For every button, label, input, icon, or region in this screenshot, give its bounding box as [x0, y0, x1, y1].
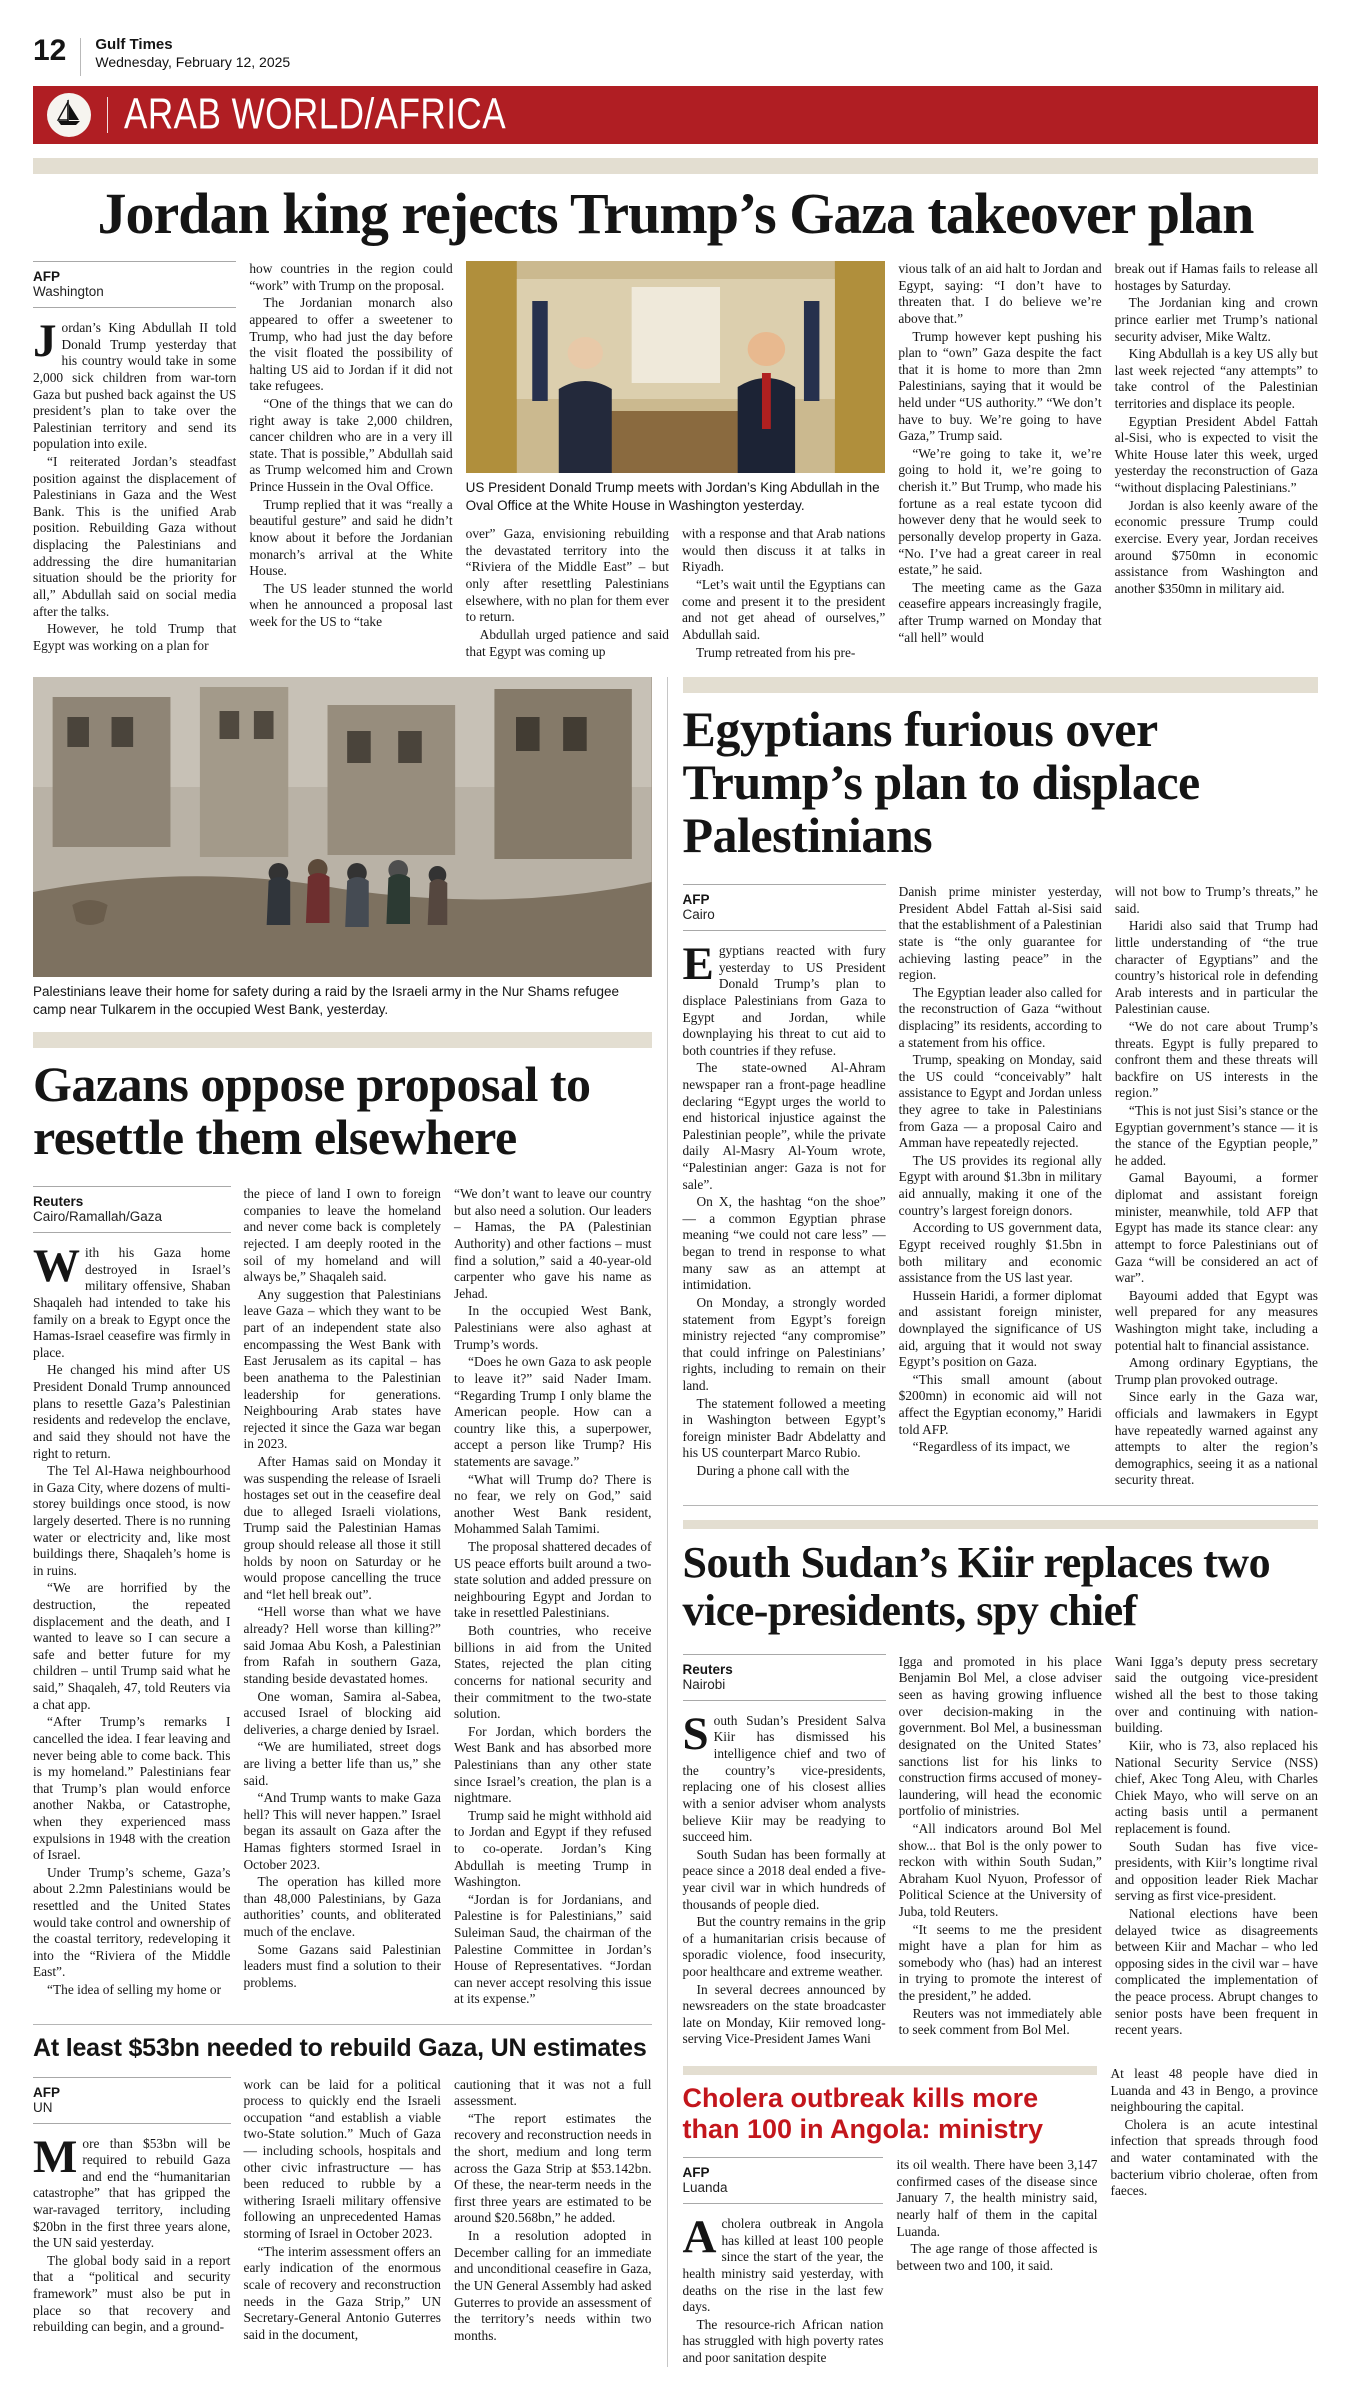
rebuild-article [33, 2077, 652, 2345]
jordan-text-col6: break out if Hamas fails to release all hostages by Saturday. The Jordanian king and crown prince earlier met Trump’s national security adviser, Mike Waltz. King Abdullah is a key US ally but last week rejected “any attempts” to take control of the Palestinian territories and displace its people. Egyptian President Abdel Fattah al-Sisi, who is expected to visit the White House later this week, urged yesterday the reconstruction of Gaza “without displacing Palestinians.” Jordan is also keenly aware of the economic pressure Trump could exercise. Every year, Jordan receives around $750mn in economic assistance from Washington and another $350mn in military aid. [1114, 261, 1318, 596]
banner-divider [107, 97, 108, 133]
egyptians-headline: Egyptians furious over Trump’s plan to displace Palestinians [682, 701, 1200, 864]
masthead-text [95, 36, 290, 72]
south-sudan-article [683, 1654, 1318, 2048]
section-title: ARAB WORLD/AFRICA [124, 90, 507, 139]
byline-agency: AFP [682, 892, 710, 908]
paper-name: Gulf Times [95, 36, 173, 53]
south-sudan-text-col3: Wani Igga’s deputy press secretary said the outgoing vice-president wished all the best to those taking over and continuing with nation-building. Kiir, who is 73, also replaced his National Security Service (NSS) chief, Akec Tong Aleu, with Charles Chiek Mayo, who will serve on an acting basis until a permanent replacement is found. South Sudan has five vice-presidents, with Kiir’s longtime rival and opposition leader Riek Machar serving as first vice-president. National elections have been delayed twice as disagreements between Kiir and Machar – who led opposing sides in the civil war – have complicated the implementation of the peace process. Abrupt changes to senior posts have been frequent in recent years. [1114, 1653, 1318, 2038]
byline-location: Luanda [682, 2180, 728, 2196]
egyptians-text-col3: will not bow to Trump’s threats,” he said. Haridi also said that Trump had little understanding of “the true character of Egyptians” and the country’s historical role in defending Arab interests and in particular the Palestinian cause. “We do not care about Trump’s threats. Egypt is fully prepared to confront them and these threats will backfire on US interests in the region.” “This is not just Sisi’s stance or the Egyptian government’s stance — it is the stance of the Egyptian people,” he added. Gamal Bayoumi, a former diplomat and assistant foreign minister, meanwhile, told AFP that Egypt has made its stance clear: any attempt to force Palestinians out of Gaza “will be considered an act of war”. Bayoumi added that Egypt was well prepared for any measures Washington might take, including a potential halt to financial assistance. Among ordinary Egyptians, the Trump plan provoked outrage. Since early in the Gaza war, officials and lawmakers in Egypt have repeatedly warned against any attempts to alter the region’s demographics, seeing it as a national security threat. [1114, 884, 1318, 1488]
byline-location: UN [33, 2099, 53, 2115]
dhow-logo-icon [47, 93, 91, 137]
byline-agency: Reuters [33, 1194, 84, 1210]
kicker-bar-gazans [33, 1032, 652, 1048]
byline-location: Washington [33, 284, 104, 300]
cholera-subcolumns [683, 2157, 1098, 2366]
egyptians-byline [683, 884, 886, 931]
paper-date: Wednesday, February 12, 2025 [95, 54, 291, 70]
kicker-bar-egyptians [683, 677, 1318, 693]
cholera-left [683, 2066, 1098, 2367]
kicker-bar-cholera [683, 2066, 1098, 2075]
byline-agency: AFP [33, 269, 60, 285]
jordan-byline [33, 261, 236, 308]
jordan-photo-block [466, 261, 886, 661]
rebuild-text-col1: More than $53bn will be required to rebuild Gaza and end the “humanitarian catastrophe” that has gripped the war-ravaged territory, including $20bn in the first three years alone, the UN said yesterday. The global body said in a report that a “political and security framework” must also be put in place so that recovery and rebuilding can begin, and a ground- [33, 2130, 231, 2335]
rebuild-divider [33, 2024, 652, 2025]
nur-shams-photo [33, 677, 652, 977]
south-sudan-text-col1: South Sudan’s President Salva Kiir has dismissed his intelligence chief and two of the country’s vice-presidents, replacing one of his closest allies with a senior adviser whom analysts believe Kiir may be readying to succeed him. South Sudan has been formally at peace since a 2018 deal ended a five-year civil war in which hundreds of thousands of people died. But the country remains in the grip of a humanitarian crisis because of sporadic violence, food insecurity, poor healthcare and extreme weather. In several decrees announced by newsreaders on the state broadcaster late on Monday, Kiir removed long-serving Vice-President James Wani [682, 1707, 886, 2047]
cholera-text-col1: Acholera outbreak in Angola has killed at least 100 people since the start of the year, the health ministry said yesterday, with deaths on the rise in the last few days. The resource-rich African nation has struggled with high poverty rates and poor sanitation despite [682, 2211, 884, 2365]
jordan-headline: Jordan king rejects Trump’s Gaza takeover plan [97, 181, 1254, 246]
byline-location: Cairo [682, 907, 715, 923]
page-number: 12 [33, 34, 67, 67]
kicker-bar-south-sudan [683, 1520, 1318, 1529]
lower-section [33, 677, 1318, 2366]
masthead [33, 36, 1318, 76]
gazans-article [33, 1186, 652, 2008]
nur-shams-caption: Palestinians leave their home for safety during a raid by the Israeli army in the Nur Shams refugee camp near Tulkarem in the occupied West Bank, yesterday. [33, 984, 620, 1017]
oval-office-caption: US President Donald Trump meets with Jordan’s King Abdullah in the Oval Office at the White House in Washington yesterday. [465, 480, 880, 513]
byline-agency: AFP [682, 2165, 710, 2181]
cholera-article [683, 2066, 1318, 2367]
oval-office-photo [466, 261, 886, 473]
cholera-col1 [683, 2157, 884, 2366]
section-banner [33, 86, 1318, 144]
rebuild-headline: At least $53bn needed to rebuild Gaza, UN estimates [33, 2034, 647, 2063]
byline-location: Cairo/Ramallah/Gaza [33, 1209, 163, 1225]
jordan-article [33, 261, 1318, 661]
south-sudan-headline: South Sudan’s Kiir replaces two vice-presidents, spy chief [682, 1538, 1271, 1636]
rebuild-col1 [33, 2077, 231, 2345]
egyptians-text-col1: Egyptians reacted with fury yesterday to US President Donald Trump’s plan to displace Palestinians from Gaza to Egypt and Jordan, while downplaying his threat to cut aid to both countries if they refuse. The state-owned Al-Ahram newspaper ran a front-page headline declaring “Egypt urges the world to end historical injustice against the Palestinian people”, while the private daily Al-Masry Al-Youm wrote, “Palestinian anger: Gaza is not for sale”. On X, the hashtag “on the shoe” — a common Egyptian phrase meaning “we could not care less” — began to trend in response to what many saw as an attempt at intimidation. On Monday, a strongly worded statement from Egypt’s foreign ministry rejected “any compromise” that could infringe on Palestinians’ rights, including to remain on their land. The statement followed a meeting in Washington between Egypt’s foreign minister Badr Abdelatty and his US counterpart Marco Rubio. During a phone call with the [682, 938, 886, 1479]
masthead-divider [80, 38, 81, 76]
gazans-col1 [33, 1186, 231, 2008]
gazans-text-col1: With his Gaza home destroyed in Israel’s military offensive, Shaban Shaqaleh had intended to take his family on a break to Egypt once the Hamas-Israel ceasefire was firmly in place. He changed his mind after US President Donald Trump announced plans to resettle Gaza’s Palestinian residents and redevelop the enclave, and said they should not have the right to return. The Tel Al-Hawa neighbourhood in Gaza City, where dozens of multi-storey buildings once stood, is now largely deserted. There is no running water or electricity and, like most buildings there, Shaqaleh’s home is in ruins. “We are horrified by the destruction, the repeated displacement and the death, and I wanted to leave so I can secure a safe and better future for my children – until Trump said what he said,” Shaqaleh, 47, told Reuters via a chat app. “After Trump’s remarks I cancelled the idea. I fear leaving and never being able to come back. This is my homeland.” Palestinians fear that Trump’s plan would enforce another Nakba, or Catastrophe, when they experienced mass expulsions in 1948 with the creation of Israel. Under Trump’s scheme, Gaza’s about 2.2mn Palestinians would be resettled and the United States would take control and ownership of the coastal territory, redeveloping it into the “Riviera of the Middle East”. “The idea of selling my home or [33, 1240, 231, 1998]
gazans-text-col3: “We don’t want to leave our country but also need a solution. Our leaders – Hamas, the PA (Palestinian Authority) and other factions – must find a solution,” said a 40-year-old carpenter who gave his name as Jehad. In the occupied West Bank, Palestinians were also aghast at Trump’s words. “Does he own Gaza to ask people to leave it?” said Nader Imam. “Regarding Trump I only blame the American people. How can a country like this, a superpower, accept a person like Trump? His statements are savage.” “What will Trump do? There is no fear, we rely on God,” said another West Bank resident, Mohammed Salah Tamimi. The proposal shattered decades of US peace efforts built around a two-state solution and added pressure on neighbouring Egypt and Jordan to take in resettled Palestinians. Both countries, who receive billions in aid from the United States, rejected the plan citing concerns for national security and their commitment to the two-state solution. For Jordan, which borders the West Bank and has absorbed more Palestinians than any other state since Israel’s creation, the plan is a nightmare. Trump said he might withhold aid to Jordan and Egypt if they refused to co-operate. Jordan’s King Abdullah is meeting Trump in Washington. “Jordan is for Jordanians, and Palestine is for Palestinians,” said Suleiman Saud, the chairman of the Palestine Committee in Jordan’s House of Representatives. “Jordan can never accept resolving this issue at its expense.” [454, 1186, 652, 2007]
rebuild-byline [33, 2077, 231, 2124]
jordan-text-col3: over” Gaza, envisioning rebuilding the devastated territory into the “Riviera of the Middle East” – but only after resettling Palestinians elsewhere, with no plan for them ever to return. Abdullah urged patience and said that Egypt was coming up [465, 526, 669, 659]
south-sudan-col1 [683, 1654, 886, 2048]
jordan-text-col4: with a response and that Arab nations would then discuss it at talks in Riyadh. “Let’s wait until the Egyptians can come and present it to the president and not get ahead of ourselves,” Abdullah said. Trump retreated from his pre- [681, 526, 886, 660]
right-region [667, 677, 1318, 2366]
kicker-bar-main [33, 158, 1318, 174]
rebuild-text-col2: work can be laid for a political process to quickly end the Israeli occupation “and establish a viable two-State solution.” Much of Gaza — including schools, hospitals and other civic infrastructure — has been reduced to rubble by a withering Israeli military offensive following an unprecedented Hamas storming of Israel in October 2023. “The interim assessment offers an early indication of the enormous scale of recovery and reconstruction needs in the Gaza Strip,” UN Secretary-General Antonio Guterres said in the document, [243, 2076, 441, 2342]
south-sudan-text-col2: Igga and promoted in his place Benjamin Bol Mel, a close adviser seen as having growing influence over decision-making in the government. Bol Mel, a businessman designated on the United States’ sanctions list for his links to construction firms accused of money-laundering, will head the economic portfolio of ministries. “All indicators around Bol Mel show... that Bol is the only power to reckon with within South Sudan,” Abraham Kuol Nyuon, Professor of Political Science at the University of Juba, told Reuters. “It seems to me the president might have a plan for him as somebody who (has) had an interest in trying to promote the interest of the president,” he added. Reuters was not immediately able to seek comment from Bol Mel. [898, 1653, 1102, 2038]
left-region [33, 677, 667, 2366]
jordan-col1 [33, 261, 236, 661]
byline-location: Nairobi [682, 1676, 726, 1692]
gazans-byline [33, 1186, 231, 1233]
cholera-text-col2: its oil wealth. There have been 3,147 confirmed cases of the disease since January 7, the health ministry said, nearly half of them in the capital Luanda. The age range of those affected is between two and 100, it said. [896, 2157, 1098, 2273]
jordan-text-col2: how countries in the region could “work” with Trump on the proposal. The Jordanian monarch also appeared to offer a sweetener to Trump, who had just the day before the visit floated the possibility of halting US aid to Jordan if it did not take refugees. “One of the things that we can do right away is take 2,000 children, cancer children who are in a very ill state. That is possible,” Abdullah said as Trump welcomed him and Crown Prince Hussein in the Oval Office. Trump replied that it was “really a beautiful gesture” and said he didn’t know about it before the Jordanian monarch’s arrival at the White House. The US leader stunned the world when he announced a proposal last week for the US to “take [249, 261, 453, 629]
south-sudan-divider [683, 1505, 1318, 1506]
rebuild-text-col3: cautioning that it was not a full assessment. “The report estimates the recovery and reconstruction needs in the short, medium and long term across the Gaza Strip at $53.142bn. Of these, the near-term needs in the first three years are estimated to be around $20.568bn,” he added. In a resolution adopted in December calling for an immediate and unconditional ceasefire in Gaza, the UN General Assembly had asked Guterres to provide an assessment of the territory’s needs within two months. [454, 2076, 652, 2343]
cholera-headline: Cholera outbreak kills more than 100 in Angola: ministry [682, 2083, 1044, 2145]
egyptians-article [683, 884, 1318, 1489]
cholera-text-col3: At least 48 people have died in Luanda and 43 in Bengo, a province neighbouring the capital. Cholera is an acute intestinal infection that spreads through food and water contaminated with the bacterium vibrio cholerae, often from faeces. [1110, 2066, 1318, 2199]
gazans-text-col2: the piece of land I own to foreign companies to leave the homeland and never come back is completely rejected. I am deeply rooted in the soil of my homeland and will always be,” Shaqaleh said. Any suggestion that Palestinians leave Gaza – which they want to be part of an independent state also encompassing the West Bank with East Jerusalem as its capital – has been anathema to the Palestinian leadership for generations. Neighbouring Arab states have rejected it since the Gaza war began in 2023. After Hamas said on Monday it was suspending the release of Israeli hostages set out in the ceasefire deal due to alleged Israeli violations, Trump said the Palestinian Hamas group should release all those it still holds by noon on Saturday or he would propose cancelling the truce and “let hell break out”. “Hell worse than what we have already? Hell worse than killing?” said Jomaa Abu Kosh, a Palestinian from Rafah in southern Gaza, standing beside devastated homes. One woman, Samira al-Sabea, accused Israel of blocking aid deliveries, a charge denied by Israel. “We are humiliated, street dogs are living a better life than us,” she said. “And Trump wants to make Gaza hell? This will never happen.” Israel began its assault on Gaza after the Hamas fighters stormed Israel in October 2023. The operation has killed more than 48,000 Palestinians, by Gaza authorities’ counts, and obliterated much of the enclave. Some Gazans said Palestinian leaders must find a solution to their problems. [243, 1186, 441, 1990]
byline-agency: AFP [33, 2084, 60, 2100]
jordan-photo-subcolumns [466, 526, 886, 661]
egyptians-col1 [683, 884, 886, 1489]
egyptians-text-col2: Danish prime minister yesterday, President Abdel Fattah al-Sisi said that the establishment of a Palestinian state is “the only guarantee for achieving lasting peace” in the region. The Egyptian leader also called for the reconstruction of Gaza “without displacing” its residents, according to a statement from his office. Trump, speaking on Monday, said the US could “conceivably” halt assistance to Egypt and Jordan unless they agree to take in Palestinians from Gaza — a proposal Cairo and Amman have repeatedly rejected. The US provides its regional ally Egypt with around $1.3bn in military aid annually, making it one of the country’s largest foreign donors. According to US government data, Egypt received roughly $1.5bn in both military and economic assistance from the US last year. Hussein Haridi, a former diplomat and assistant foreign minister, downplayed the significance of US aid, arguing that it would not sway Egypt’s position on Gaza. “This small amount (about $200mn) in economic aid will not affect the Egyptian economy,” Haridi told AFP. “Regardless of its impact, we [898, 884, 1102, 1455]
jordan-text-col1: Jordan’s King Abdullah II told Donald Trump yesterday that his country would take in some 2,000 sick children from war-torn Gaza but pushed back against the US president’s plan to take over the Palestinian territory and send its population into exile. “I reiterated Jordan’s steadfast position against the displacement of Palestinians in Gaza and the West Bank. This is the unified Arab position. Rebuilding Gaza without displacing the Palestinians and addressing the dire humanitarian situation should be the priority for all,” Abdullah said on social media after the talks. However, he told Trump that Egypt was working on a plan for [33, 315, 237, 653]
gazans-headline: Gazans oppose proposal to resettle them elsewhere [33, 1056, 591, 1166]
byline-agency: Reuters [682, 1661, 733, 1677]
south-sudan-byline [683, 1654, 886, 1701]
cholera-byline [683, 2157, 884, 2204]
jordan-text-col5: vious talk of an aid halt to Jordan and Egypt, saying: “I don’t have to threaten that. I do believe we’re above that.” Trump however kept pushing his plan to “own” Gaza despite the fact that it is home to more than 2mn Palestinians, saying that it would be held under “US authority.” “We don’t have to buy. We’re going to have Gaza,” Trump said. “We’re going to take it, we’re going to hold it, we’re going to cherish it.” But Trump, who made his fortune as a real estate tycoon did however deny that he would seek to personally develop property in Gaza. “No. I’ve had a great career in real estate,” he said. The meeting came as the Gaza ceasefire appears increasingly fragile, after Trump warned on Monday that “all hell” would [898, 261, 1102, 645]
